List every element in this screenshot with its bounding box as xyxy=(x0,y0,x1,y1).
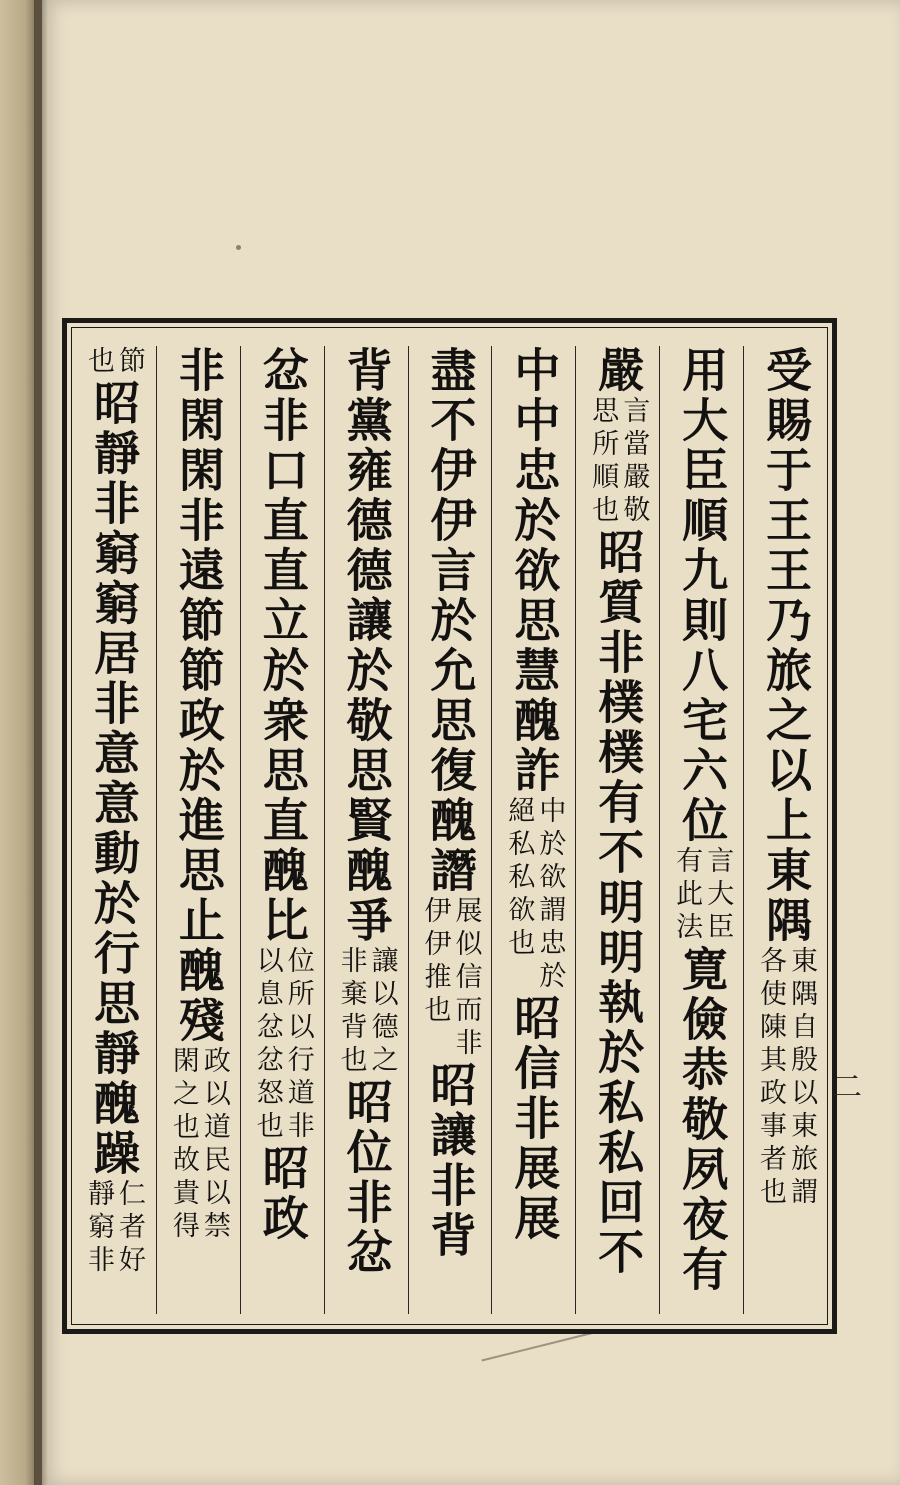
main-text: 盡不伊伊言於允思復醜譖 xyxy=(423,346,478,896)
main-text: 嚴 xyxy=(591,346,646,396)
main-text: 昭位非忿 xyxy=(339,1078,394,1278)
main-text: 非閑閑非遠節節政於進思止醜殘 xyxy=(171,346,226,1046)
annotation-line: 中於欲謂忠於 xyxy=(534,796,566,994)
spine-shadow xyxy=(34,0,48,1485)
annotation-line: 思所順也 xyxy=(587,396,619,528)
annotation-note xyxy=(419,896,481,1061)
main-text: 昭靜非窮窮居非意意動於行思靜醜躁 xyxy=(86,379,141,1179)
annotation-note xyxy=(83,1179,145,1278)
annotation-note xyxy=(503,796,565,994)
text-frame xyxy=(62,318,837,1334)
annotation-line: 各使陳其政事者也 xyxy=(755,946,787,1210)
main-text: 中中忠於欲思慧醜詐 xyxy=(507,346,562,796)
text-frame-inner xyxy=(71,327,828,1325)
annotation-line: 言大臣 xyxy=(702,846,734,945)
annotation-line: 節 xyxy=(113,346,145,379)
annotation-line: 讓以德之 xyxy=(366,946,398,1078)
annotation-line: 伊伊推也 xyxy=(419,896,451,1028)
annotation-note xyxy=(83,346,145,379)
annotation-line: 政以道民以禁 xyxy=(198,1046,230,1244)
main-text: 受賜于王王乃旅之以上東隅 xyxy=(759,346,814,946)
annotation-note xyxy=(252,946,314,1144)
main-text: 昭信非展展 xyxy=(507,994,562,1244)
annotation-line: 絕私私欲也 xyxy=(503,796,535,961)
annotation-line: 東隅自殷以東旅謂 xyxy=(786,946,818,1210)
annotation-line: 位所以行道非 xyxy=(282,946,314,1144)
main-text: 寛儉恭敬夙夜有 xyxy=(675,945,730,1295)
main-text: 昭政 xyxy=(255,1144,310,1244)
main-text: 昭質非樸樸有不明明執於私私回不 xyxy=(591,528,646,1278)
text-column-6 xyxy=(324,346,409,1314)
annotation-line: 靜窮非 xyxy=(82,1179,114,1278)
text-column-4 xyxy=(491,346,576,1314)
main-text: 昭讓非背 xyxy=(423,1061,478,1261)
annotation-line: 也 xyxy=(82,346,114,379)
text-column-3 xyxy=(575,346,660,1314)
annotation-line: 有此法 xyxy=(671,846,703,945)
main-text: 用大臣順九則八宅六位 xyxy=(675,346,730,846)
text-column-1 xyxy=(743,346,828,1314)
annotation-note xyxy=(168,1046,230,1244)
annotation-line: 非棄背也 xyxy=(335,946,367,1078)
text-column-5 xyxy=(408,346,493,1314)
annotation-line: 展似信而非 xyxy=(450,896,482,1061)
text-column-8 xyxy=(156,346,241,1314)
annotation-note xyxy=(587,396,649,528)
main-text: 背黨雍德德讓於敬思賢醜爭 xyxy=(339,346,394,946)
page-number: 二 xyxy=(832,1070,862,1105)
text-column-2 xyxy=(659,346,744,1314)
annotation-note xyxy=(671,846,733,945)
annotation-line: 以息忿忿怒也 xyxy=(251,946,283,1144)
annotation-note xyxy=(755,946,817,1210)
annotation-line: 閑之也故貴得 xyxy=(167,1046,199,1244)
annotation-line: 言當嚴敬 xyxy=(618,396,650,528)
main-text: 忿非口直直立於衆思直醜比 xyxy=(255,346,310,946)
annotation-note xyxy=(336,946,398,1078)
text-column-7 xyxy=(240,346,325,1314)
text-column-9 xyxy=(72,346,156,1314)
annotation-line: 仁者好 xyxy=(113,1179,145,1278)
ink-spot xyxy=(236,245,241,250)
